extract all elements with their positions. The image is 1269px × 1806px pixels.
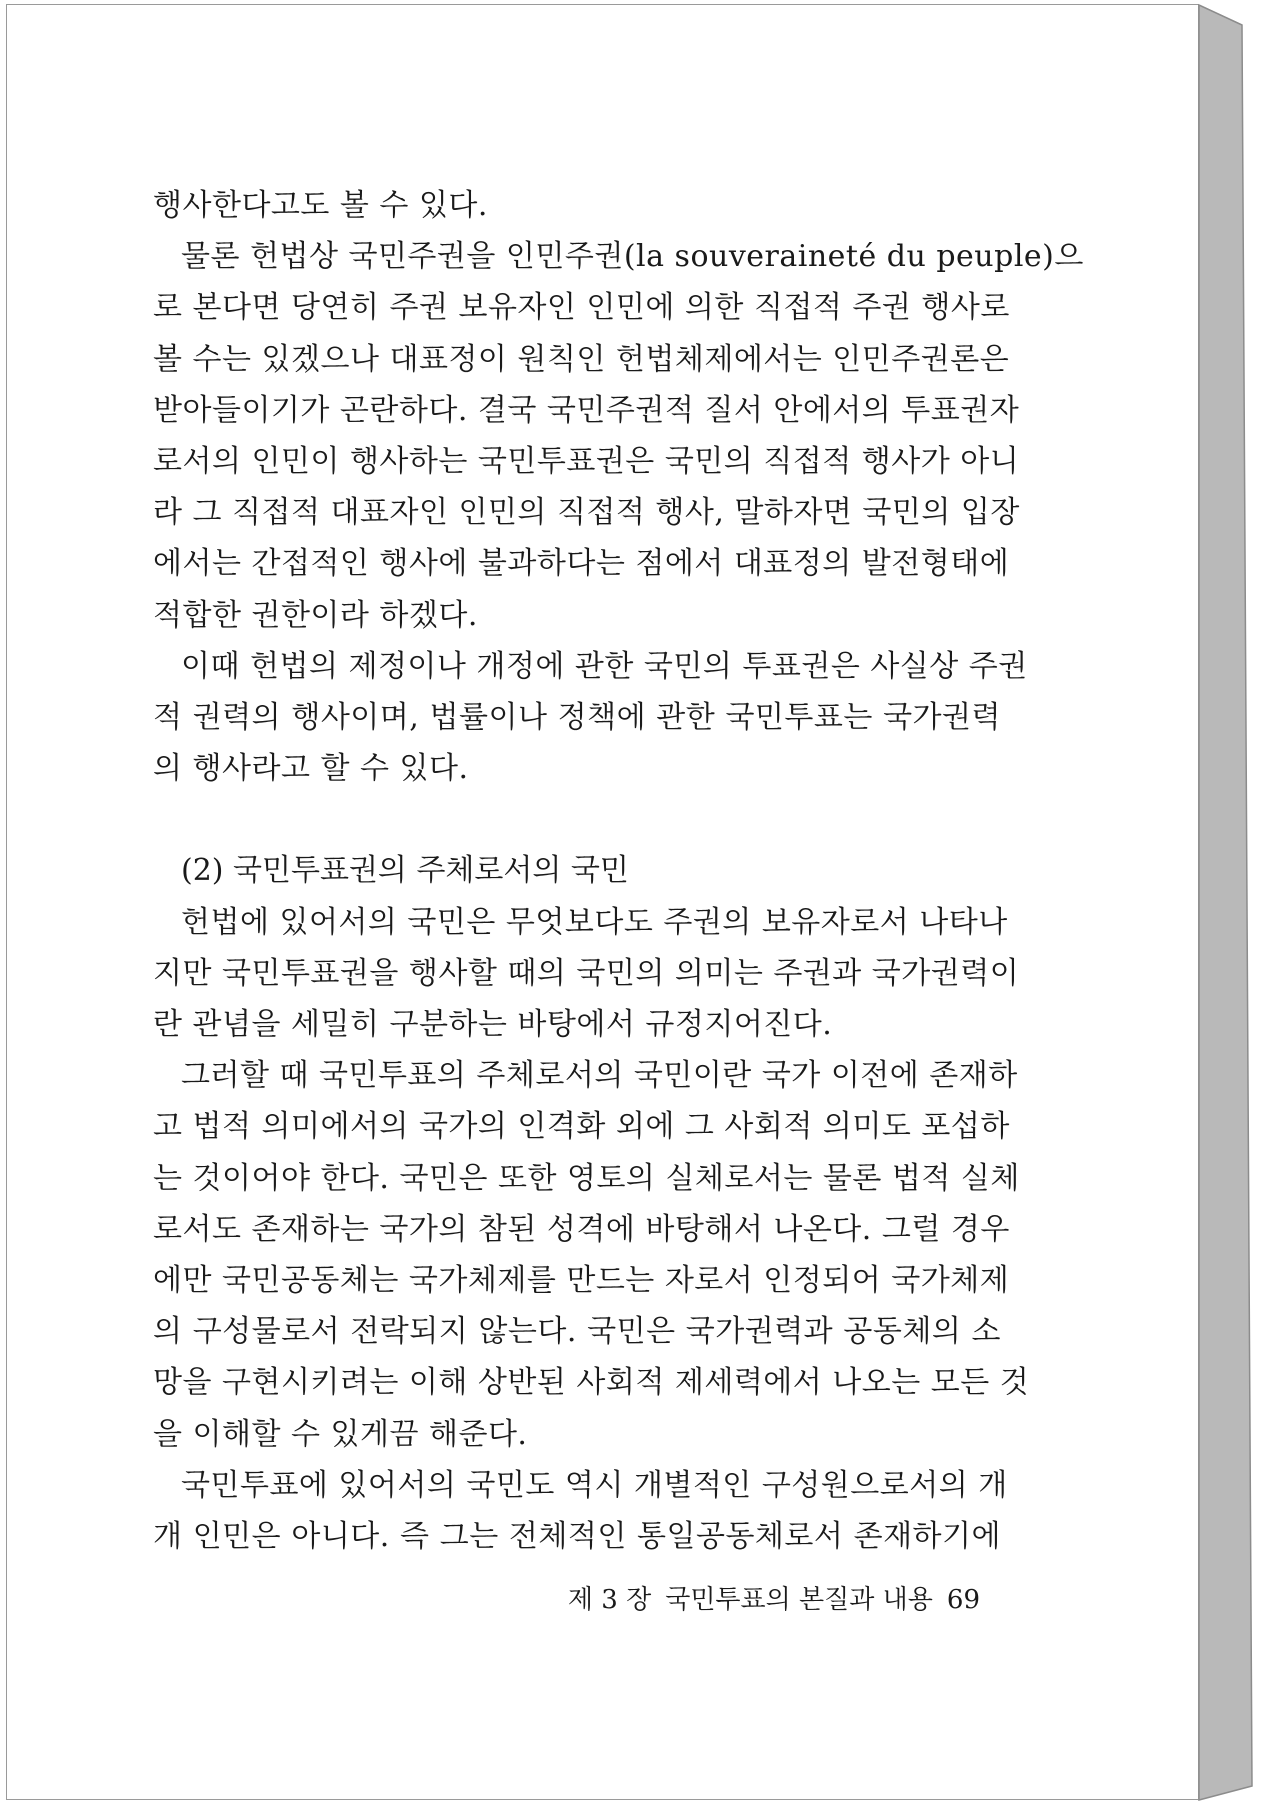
paragraph-line: 행사한다고도 볼 수 있다. bbox=[153, 188, 488, 223]
footer-title: 국민투표의 본질과 내용 bbox=[665, 1585, 933, 1615]
paragraph-line: 이때 헌법의 제정이나 개정에 관한 국민의 투표권은 사실상 주권 bbox=[181, 648, 1028, 684]
paragraph-line: 로서의 인민이 행사하는 국민투표권은 국민의 직접적 행사가 아니 bbox=[153, 443, 1020, 479]
section-heading: (2) 국민투표권의 주체로서의 국민 bbox=[181, 853, 629, 889]
paragraph-line: 로서도 존재하는 국가의 참된 성격에 바탕해서 나온다. 그럴 경우 bbox=[153, 1211, 1010, 1247]
paragraph-line: 물론 헌법상 국민주권을 인민주권(la souveraineté du peuple)으 bbox=[181, 239, 1084, 275]
paragraph-line: 헌법에 있어서의 국민은 무엇보다도 주권의 보유자로서 나타나 bbox=[181, 904, 1008, 940]
running-footer bbox=[560, 1579, 980, 1616]
paragraph-line: 란 관념을 세밀히 구분하는 바탕에서 규정지어진다. bbox=[153, 1007, 833, 1042]
body-text bbox=[153, 180, 1084, 1562]
paragraph-line: 지만 국민투표권을 행사할 때의 국민의 의미는 주권과 국가권력이 bbox=[153, 955, 1020, 991]
paragraph-line: 로 본다면 당연히 주권 보유자인 인민에 의한 직접적 주권 행사로 bbox=[153, 290, 1010, 326]
paragraph-line: 적 권력의 행사이며, 법률이나 정책에 관한 국민투표는 국가권력 bbox=[153, 699, 1001, 735]
paragraph-line: 받아들이기가 곤란하다. 결국 국민주권적 질서 안에서의 투표권자 bbox=[153, 392, 1020, 428]
paragraph-line: 망을 구현시키려는 이해 상반된 사회적 제세력에서 나오는 모든 것 bbox=[153, 1365, 1030, 1401]
paragraph-line: 개 인민은 아니다. 즉 그는 전체적인 통일공동체로서 존재하기에 bbox=[153, 1518, 1001, 1554]
paragraph-line: 볼 수는 있겠으나 대표정이 원칙인 헌법체제에서는 인민주권론은 bbox=[153, 341, 1010, 377]
paragraph-line: 의 구성물로서 전락되지 않는다. 국민은 국가권력과 공동체의 소 bbox=[153, 1314, 1001, 1350]
paragraph-line: 의 행사라고 할 수 있다. bbox=[153, 751, 469, 787]
section-spacer bbox=[153, 794, 1001, 845]
paragraph-line: 적합한 권한이라 하겠다. bbox=[153, 597, 478, 633]
footer-chapter: 제 3 장 bbox=[567, 1585, 652, 1615]
paragraph-line: 는 것이어야 한다. 국민은 또한 영토의 실체로서는 물론 법적 실체 bbox=[153, 1160, 1020, 1196]
page-number: 69 bbox=[946, 1585, 980, 1615]
paragraph-line: 고 법적 의미에서의 국가의 인격화 외에 그 사회적 의미도 포섭하 bbox=[153, 1109, 1010, 1145]
paragraph-line: 국민투표에 있어서의 국민도 역시 개별적인 구성원으로서의 개 bbox=[181, 1467, 1008, 1503]
paragraph-line: 그러할 때 국민투표의 주체로서의 국민이란 국가 이전에 존재하 bbox=[181, 1058, 1018, 1094]
paragraph-line: 에만 국민공동체는 국가체제를 만드는 자로서 인정되어 국가체제 bbox=[153, 1262, 1010, 1298]
paragraph-line: 을 이해할 수 있게끔 해준다. bbox=[153, 1416, 528, 1452]
paragraph-line: 라 그 직접적 대표자인 인민의 직접적 행사, 말하자면 국민의 입장 bbox=[153, 495, 1020, 531]
paragraph-line: 에서는 간접적인 행사에 불과하다는 점에서 대표정의 발전형태에 bbox=[153, 546, 1010, 582]
